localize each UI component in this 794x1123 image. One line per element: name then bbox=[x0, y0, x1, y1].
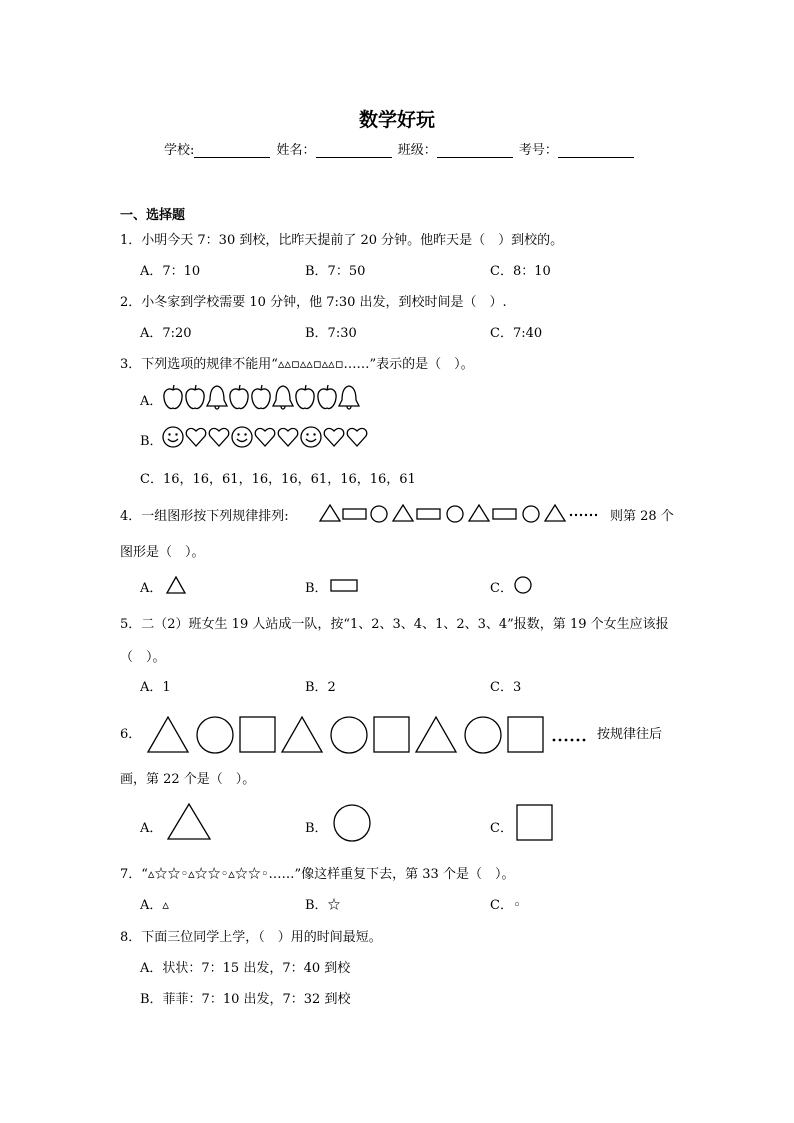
smiley-heart-pattern bbox=[162, 426, 367, 450]
apple-icon bbox=[186, 385, 204, 409]
heart-icon bbox=[278, 428, 298, 446]
number-blank[interactable] bbox=[558, 143, 634, 158]
smiley-icon bbox=[232, 427, 252, 447]
heart-icon bbox=[186, 428, 206, 446]
student-info-line bbox=[164, 139, 636, 158]
q8-option-a[interactable]: A．状状：7：15 出发，7：40 到校 bbox=[140, 961, 351, 976]
apple-icon bbox=[164, 385, 182, 409]
section-heading: 一、选择题 bbox=[120, 208, 186, 223]
q1-option-a[interactable]: A．7：10 bbox=[140, 264, 201, 279]
question-5-stem: 5．二（2）班女生 19 人站成一队，按“1、2、3、4、1、2、3、4”报数，第 19 个女生应该报 bbox=[120, 617, 669, 632]
smiley-icon bbox=[163, 427, 183, 447]
q5-option-b[interactable]: B．2 bbox=[305, 680, 336, 695]
circle-icon bbox=[513, 575, 535, 595]
question-4-stem-line2: 图形是（ ）。 bbox=[120, 545, 205, 560]
q2-option-b[interactable]: B．7:30 bbox=[305, 326, 357, 341]
square-shape bbox=[374, 717, 409, 752]
triangle-shape bbox=[282, 717, 322, 752]
heart-icon bbox=[255, 428, 275, 446]
name-label: 姓名： bbox=[276, 143, 316, 158]
ellipsis-dots bbox=[553, 739, 586, 742]
question-3-stem: 3．下列选项的规律不能用“▵▵▫▵▵▫▵▵▫……”表示的是（ ）。 bbox=[120, 357, 474, 372]
question-6-stem-end: 按规律往后 bbox=[597, 727, 663, 742]
rectangle-icon bbox=[330, 578, 360, 594]
rectangle-shape bbox=[343, 509, 366, 519]
q5-option-c[interactable]: C．3 bbox=[490, 680, 522, 695]
school-blank[interactable] bbox=[194, 143, 270, 158]
apple-icon bbox=[296, 385, 314, 409]
heart-icon bbox=[209, 428, 229, 446]
triangle-shape bbox=[545, 505, 565, 521]
q2-option-a[interactable]: A．7:20 bbox=[140, 326, 192, 341]
apple-bell-pattern bbox=[162, 384, 362, 412]
page-title: 数学好玩 bbox=[358, 109, 435, 131]
circle-shape bbox=[371, 506, 387, 522]
triangle-shape bbox=[416, 717, 456, 752]
class-label: 班级： bbox=[397, 143, 437, 158]
number-label: 考号： bbox=[518, 143, 558, 158]
question-6-number: 6． bbox=[120, 727, 142, 742]
question-8-stem: 8．下面三位同学上学，（ ）用的时间最短。 bbox=[120, 930, 382, 945]
q1-option-c[interactable]: C．8：10 bbox=[490, 264, 551, 279]
circle-shape bbox=[465, 717, 501, 753]
q6-option-a[interactable]: A． bbox=[140, 821, 163, 836]
circle-shape bbox=[197, 717, 233, 753]
question-4-stem-start: 4．一组图形按下列规律排列: bbox=[120, 509, 289, 524]
heart-icon bbox=[324, 428, 344, 446]
rectangle-shape bbox=[493, 509, 516, 519]
q3-option-a[interactable]: A． bbox=[140, 394, 163, 409]
shape-sequence bbox=[318, 502, 608, 524]
question-1-stem: 1．小明今天 7：30 到校，比昨天提前了 20 分钟。他昨天是（ ）到校的。 bbox=[120, 233, 564, 248]
triangle-icon bbox=[166, 802, 214, 842]
square-icon bbox=[515, 803, 555, 843]
school-label: 学校: bbox=[164, 143, 195, 158]
q3-option-c[interactable]: C．16，16，61，16，16，61，16，16，61 bbox=[140, 472, 416, 487]
q4-option-b[interactable]: B． bbox=[305, 581, 328, 596]
large-shape-sequence bbox=[146, 714, 591, 756]
smiley-icon bbox=[301, 427, 321, 447]
circle-shape bbox=[447, 506, 463, 522]
circle-icon bbox=[332, 803, 374, 845]
bell-icon bbox=[207, 386, 227, 409]
question-6-stem-line2: 画，第 22 个是（ ）。 bbox=[120, 772, 256, 787]
circle-shape bbox=[331, 717, 367, 753]
triangle-shape bbox=[320, 505, 340, 521]
apple-icon bbox=[318, 385, 336, 409]
triangle-shape bbox=[469, 505, 489, 521]
triangle-shape bbox=[393, 505, 413, 521]
q6-option-b[interactable]: B． bbox=[305, 821, 328, 836]
q5-option-a[interactable]: A．1 bbox=[140, 680, 171, 695]
q3-option-b[interactable]: B． bbox=[140, 434, 163, 449]
q8-option-b[interactable]: B．菲菲：7：10 出发，7：32 到校 bbox=[140, 992, 351, 1007]
question-4-stem-end: 则第 28 个 bbox=[610, 509, 674, 524]
bell-icon bbox=[339, 386, 359, 409]
q1-option-b[interactable]: B．7：50 bbox=[305, 264, 366, 279]
ellipsis-dots bbox=[570, 514, 597, 516]
q7-option-a[interactable]: A．▵ bbox=[140, 898, 169, 913]
q7-option-c[interactable]: C．◦ bbox=[490, 898, 521, 913]
q4-option-a[interactable]: A． bbox=[140, 581, 163, 596]
question-5-stem-line2: （ ）。 bbox=[120, 650, 166, 665]
triangle-shape bbox=[148, 717, 188, 752]
circle-shape bbox=[523, 506, 539, 522]
apple-icon bbox=[252, 385, 270, 409]
square-shape bbox=[508, 717, 543, 752]
apple-icon bbox=[230, 385, 248, 409]
question-7-stem: 7．“▵☆☆◦▵☆☆◦▵☆☆◦……”像这样重复下去，第 33 个是（ ）。 bbox=[120, 867, 515, 882]
q7-option-b[interactable]: B．☆ bbox=[305, 898, 341, 913]
heart-icon bbox=[347, 428, 367, 446]
triangle-icon bbox=[166, 575, 188, 595]
name-blank[interactable] bbox=[316, 143, 392, 158]
q2-option-c[interactable]: C．7:40 bbox=[490, 326, 543, 341]
q4-option-c[interactable]: C． bbox=[490, 581, 513, 596]
rectangle-shape bbox=[417, 509, 440, 519]
question-2-stem: 2．小冬家到学校需要 10 分钟，他 7:30 出发，到校时间是（ ）. bbox=[120, 295, 507, 310]
q6-option-c[interactable]: C． bbox=[490, 821, 513, 836]
bell-icon bbox=[273, 386, 293, 409]
square-shape bbox=[240, 717, 275, 752]
class-blank[interactable] bbox=[437, 143, 513, 158]
